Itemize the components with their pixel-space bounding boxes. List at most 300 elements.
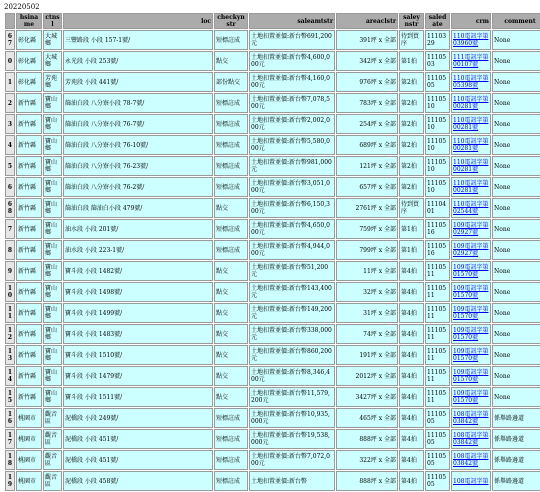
case-number-link[interactable]: 110電訊字第00281號	[453, 117, 489, 131]
row-index: 5	[5, 156, 15, 176]
comment-cell: 係舉路邊道	[492, 450, 540, 470]
row-index: 11	[5, 303, 15, 323]
sale-date-cell: 1110505	[425, 429, 450, 449]
location-cell: 芳苑段 小段 441號/	[63, 72, 213, 92]
case-number-cell	[451, 93, 491, 113]
sale-amount-cell: 土地扣置並價:新台幣8,346,400元	[249, 366, 335, 386]
sale-date-cell: 1110511	[425, 387, 450, 407]
location-cell: 油水段 小段 223-1號/	[63, 240, 213, 260]
district-cell: 大城鄉	[43, 30, 62, 50]
case-number-cell	[451, 303, 491, 323]
check-status-cell: 點交	[214, 261, 248, 281]
city-cell: 新竹縣	[16, 93, 42, 113]
sale-date-cell: 1110510	[425, 156, 450, 176]
table-row	[5, 72, 540, 92]
comment-cell: None	[492, 30, 540, 50]
case-number-cell	[451, 219, 491, 239]
location-cell: 寶斗段 小段 1510號/	[63, 345, 213, 365]
area-cell: 32坪 x 全部	[336, 282, 398, 302]
table-row	[5, 114, 540, 134]
case-number-cell	[451, 156, 491, 176]
table-row	[5, 51, 540, 71]
comment-cell: 係舉路邊道	[492, 429, 540, 449]
sale-date-cell: 1110505	[425, 72, 450, 92]
table-row	[5, 240, 540, 260]
col-header-saleynstr: saleynstr	[399, 13, 424, 29]
check-status-cell: 短標註成	[214, 30, 248, 50]
location-cell: 寶斗段 小段 1483號/	[63, 324, 213, 344]
table-row	[5, 366, 540, 386]
city-cell: 桃園市	[16, 450, 42, 470]
comment-cell: None	[492, 135, 540, 155]
sale-amount-cell: 土地扣置並價:新台幣143,400元	[249, 282, 335, 302]
city-cell: 新竹縣	[16, 366, 42, 386]
table-row	[5, 156, 540, 176]
table-row	[5, 450, 540, 470]
comment-cell: None	[492, 72, 540, 92]
case-number-link[interactable]: 108電訊字第03842號	[453, 453, 489, 467]
check-status-cell: 短標註成	[214, 177, 248, 197]
sale-round-cell: 第1拍	[399, 240, 424, 260]
city-cell: 新竹縣	[16, 114, 42, 134]
col-header-checkynstr: checkynstr	[214, 13, 248, 29]
city-cell: 新竹縣	[16, 282, 42, 302]
comment-cell: None	[492, 156, 540, 176]
table-row	[5, 198, 540, 218]
row-index: 9	[5, 261, 15, 281]
location-cell: 篩油白段 八分寮小段 76-10號/	[63, 135, 213, 155]
case-number-cell	[451, 282, 491, 302]
header-row	[5, 13, 540, 29]
sale-date-cell: 1110503	[425, 51, 450, 71]
col-header-hsiname: hsiname	[16, 13, 42, 29]
row-index: 67	[5, 30, 15, 50]
comment-cell: None	[492, 261, 540, 281]
table-row	[5, 471, 540, 491]
city-cell: 桃園市	[16, 471, 42, 491]
comment-cell: None	[492, 240, 540, 260]
area-cell: 2761坪 x 全部	[336, 198, 398, 218]
check-status-cell: 部份點交	[214, 72, 248, 92]
city-cell: 新竹縣	[16, 240, 42, 260]
location-cell: 寶斗段 小段 1511號/	[63, 387, 213, 407]
sale-round-cell: 第4拍	[399, 366, 424, 386]
district-cell: 觀音區	[43, 450, 62, 470]
sale-amount-cell: 土地扣置並價:新台幣2,002,000元	[249, 114, 335, 134]
location-cell: 篩油白段 八分寮小段 78-7號/	[63, 93, 213, 113]
sale-date-cell: 1110510	[425, 114, 450, 134]
case-number-cell	[451, 261, 491, 281]
check-status-cell: 短標註成	[214, 471, 248, 491]
area-cell: 465坪 x 全部	[336, 408, 398, 428]
sale-round-cell: 待到買序	[399, 198, 424, 218]
sale-round-cell: 第4拍	[399, 303, 424, 323]
city-cell: 新竹縣	[16, 135, 42, 155]
case-number-cell	[451, 387, 491, 407]
area-cell: 888坪 x 全部	[336, 429, 398, 449]
sale-date-cell: 1110511	[425, 261, 450, 281]
case-number-cell	[451, 72, 491, 92]
sale-amount-cell: 土地扣置並價:新台幣51,200元	[249, 261, 335, 281]
sale-amount-cell: 土地扣置並價:新台幣6,150,300元	[249, 198, 335, 218]
sale-round-cell: 第4拍	[399, 408, 424, 428]
comment-cell: None	[492, 51, 540, 71]
sale-amount-cell: 土地扣置並價:新台幣4,160,000元	[249, 72, 335, 92]
check-status-cell: 點交	[214, 324, 248, 344]
case-number-link[interactable]: 109電訊字第01570號	[453, 285, 489, 299]
sale-date-cell: 1110329	[425, 30, 450, 50]
area-cell: 689坪 x 全部	[336, 135, 398, 155]
sale-amount-cell: 土地扣置並價:新台幣338,000元	[249, 324, 335, 344]
sale-date-cell: 1110511	[425, 345, 450, 365]
table-row	[5, 30, 540, 50]
case-number-link[interactable]: 110電訊字第05398號	[453, 75, 489, 89]
col-header-ctnsl: ctnsl	[43, 13, 62, 29]
area-cell: 342坪 x 全部	[336, 51, 398, 71]
case-number-link[interactable]: 110電訊字第00281號	[453, 159, 489, 173]
sale-date-cell: 1110505	[425, 450, 450, 470]
row-index: 13	[5, 345, 15, 365]
sale-round-cell: 第1拍	[399, 219, 424, 239]
sale-round-cell: 第1拍	[399, 51, 424, 71]
sale-round-cell: 第4拍	[399, 471, 424, 491]
city-cell: 新竹縣	[16, 156, 42, 176]
area-cell: 191坪 x 全部	[336, 345, 398, 365]
sale-round-cell: 第2拍	[399, 114, 424, 134]
sale-date-cell: 1110510	[425, 135, 450, 155]
location-cell: 泥橋段 小段 451號/	[63, 429, 213, 449]
sale-amount-cell: 土地扣置並價:新台幣860,200元	[249, 345, 335, 365]
check-status-cell: 短標註成	[214, 93, 248, 113]
area-cell: 976坪 x 全部	[336, 72, 398, 92]
case-number-link[interactable]: 109電訊字第01570號	[453, 369, 489, 383]
check-status-cell: 點交	[214, 198, 248, 218]
check-status-cell: 點交	[214, 51, 248, 71]
district-cell: 寶山鄉	[43, 366, 62, 386]
table-row	[5, 261, 540, 281]
sale-amount-cell: 土地扣置並價:新台幣4,944,000元	[249, 240, 335, 260]
check-status-cell: 點交	[214, 345, 248, 365]
comment-cell: None	[492, 324, 540, 344]
sale-amount-cell: 土地扣置並價:新台幣4,600,000元	[249, 51, 335, 71]
city-cell: 桃園市	[16, 429, 42, 449]
case-number-link[interactable]: 110電訊字第02544號	[453, 201, 489, 215]
location-cell: 三豐路段 小段 157-1號/	[63, 30, 213, 50]
sale-round-cell: 第2拍	[399, 72, 424, 92]
city-cell: 彰化縣	[16, 30, 42, 50]
area-cell: 2012坪 x 全部	[336, 366, 398, 386]
location-cell: 油水段 小段 201號/	[63, 219, 213, 239]
case-number-cell	[451, 345, 491, 365]
sale-date-cell: 1110511	[425, 366, 450, 386]
comment-cell: None	[492, 93, 540, 113]
case-number-cell	[451, 324, 491, 344]
city-cell: 新竹縣	[16, 303, 42, 323]
table-body	[5, 30, 540, 491]
case-number-link[interactable]: 108電訊字第03842號	[453, 411, 489, 425]
sale-round-cell: 第4拍	[399, 324, 424, 344]
sale-amount-cell: 土地扣置並價:新台幣7,072,000元	[249, 450, 335, 470]
table-row	[5, 282, 540, 302]
sale-date-cell: 1110511	[425, 324, 450, 344]
check-status-cell: 點交	[214, 282, 248, 302]
district-cell: 寶山鄉	[43, 93, 62, 113]
sale-amount-cell: 土地扣置並價:新台幣19,538,000元	[249, 429, 335, 449]
sale-amount-cell: 土地扣置並價:新台幣981,000元	[249, 156, 335, 176]
table-row	[5, 177, 540, 197]
case-number-link[interactable]: 109電訊字第02927號	[453, 243, 489, 257]
case-number-cell	[451, 198, 491, 218]
city-cell: 新竹縣	[16, 345, 42, 365]
sale-amount-cell: 土地扣置並價:新台幣3,051,000元	[249, 177, 335, 197]
area-cell: 322坪 x 全部	[336, 450, 398, 470]
col-header-saledate: saledate	[425, 13, 450, 29]
row-index: 3	[5, 114, 15, 134]
comment-cell: None	[492, 303, 540, 323]
city-cell: 新竹縣	[16, 324, 42, 344]
case-number-link[interactable]: 109電訊字第01570號	[453, 327, 489, 341]
district-cell: 寶山鄉	[43, 156, 62, 176]
location-cell: 篩油白段 八分寮小段 76-23號/	[63, 156, 213, 176]
sale-date-cell: 1110516	[425, 240, 450, 260]
sale-round-cell: 第4拍	[399, 450, 424, 470]
case-number-cell	[451, 114, 491, 134]
sale-amount-cell: 土地扣置並價:新台幣7,078,500元	[249, 93, 335, 113]
row-index: 15	[5, 387, 15, 407]
row-index: 16	[5, 408, 15, 428]
table-row	[5, 135, 540, 155]
district-cell: 寶山鄉	[43, 282, 62, 302]
sale-amount-cell: 土地扣置並價:新台幣10,935,000元	[249, 408, 335, 428]
location-cell: 篩油白段 八分寮小段 76-7號/	[63, 114, 213, 134]
sale-date-cell: 1110510	[425, 93, 450, 113]
district-cell: 觀音區	[43, 408, 62, 428]
case-number-link[interactable]: 110電訊字第00281號	[453, 138, 489, 152]
area-cell: 783坪 x 全部	[336, 93, 398, 113]
row-index: 0	[5, 51, 15, 71]
district-cell: 寶山鄉	[43, 219, 62, 239]
area-cell: 3427坪 x 全部	[336, 387, 398, 407]
sale-round-cell: 第4拍	[399, 282, 424, 302]
check-status-cell: 點交	[214, 303, 248, 323]
row-index: 4	[5, 135, 15, 155]
area-cell: 391坪 x 全部	[336, 30, 398, 50]
sale-round-cell: 第4拍	[399, 429, 424, 449]
row-index: 19	[5, 471, 15, 491]
case-number-cell	[451, 429, 491, 449]
comment-cell: None	[492, 387, 540, 407]
city-cell: 新竹縣	[16, 387, 42, 407]
sale-date-cell: 1110401	[425, 198, 450, 218]
row-index: 12	[5, 324, 15, 344]
table-row	[5, 324, 540, 344]
sale-round-cell: 第4拍	[399, 345, 424, 365]
district-cell: 寶山鄉	[43, 345, 62, 365]
district-cell: 寶山鄉	[43, 240, 62, 260]
row-index: 68	[5, 198, 15, 218]
area-cell: 759坪 x 全部	[336, 219, 398, 239]
sale-date-cell: 1110511	[425, 282, 450, 302]
sale-amount-cell: 土地扣置並價:新台幣5,580,000元	[249, 135, 335, 155]
check-status-cell: 短標註成	[214, 408, 248, 428]
city-cell: 新竹縣	[16, 219, 42, 239]
district-cell: 寶山鄉	[43, 177, 62, 197]
location-cell: 寶斗段 小段 1479號/	[63, 366, 213, 386]
location-cell: 泥橋段 小段 249號/	[63, 408, 213, 428]
area-cell: 121坪 x 全部	[336, 156, 398, 176]
row-index: 1	[5, 72, 15, 92]
comment-cell: 係舉路邊道	[492, 408, 540, 428]
area-cell: 799坪 x 全部	[336, 240, 398, 260]
check-status-cell: 短標註成	[214, 219, 248, 239]
col-header-areaclstr: areaclstr	[336, 13, 398, 29]
city-cell: 彰化縣	[16, 51, 42, 71]
location-cell: 永光段 小段 253號/	[63, 51, 213, 71]
sale-date-cell: 1110516	[425, 219, 450, 239]
check-status-cell: 短標註成	[214, 114, 248, 134]
area-cell: 74坪 x 全部	[336, 324, 398, 344]
comment-cell: None	[492, 345, 540, 365]
comment-cell: None	[492, 177, 540, 197]
city-cell: 新竹縣	[16, 177, 42, 197]
area-cell: 888坪 x 全部	[336, 471, 398, 491]
location-cell: 泥橋段 小段 458號/	[63, 471, 213, 491]
case-number-cell	[451, 408, 491, 428]
sale-round-cell: 第2拍	[399, 156, 424, 176]
sale-date-cell: 1110510	[425, 177, 450, 197]
area-cell: 254坪 x 全部	[336, 114, 398, 134]
location-cell: 寶斗段 小段 1482號/	[63, 261, 213, 281]
comment-cell: None	[492, 219, 540, 239]
row-index: 2	[5, 93, 15, 113]
area-cell: 11坪 x 全部	[336, 261, 398, 281]
case-number-link[interactable]: 111電訊字第00107號	[453, 54, 489, 68]
sale-amount-cell: 土地扣置並價:新台幣11,579,200元	[249, 387, 335, 407]
sale-date-cell: 1110505	[425, 471, 450, 491]
case-number-link[interactable]: 109電訊字第01570號	[453, 390, 489, 404]
case-number-cell	[451, 30, 491, 50]
district-cell: 大城鄉	[43, 51, 62, 71]
check-status-cell: 短標註成	[214, 240, 248, 260]
location-cell: 寶斗段 小段 1498號/	[63, 282, 213, 302]
row-index: 14	[5, 366, 15, 386]
check-status-cell: 點交	[214, 387, 248, 407]
table-row	[5, 387, 540, 407]
case-number-cell	[451, 366, 491, 386]
case-number-link[interactable]: 108電訊字第03842號	[453, 432, 489, 446]
col-header-loc: loc	[63, 13, 213, 29]
sale-amount-cell: 土地扣置並價:新台幣149,200元	[249, 303, 335, 323]
row-index: 6	[5, 177, 15, 197]
location-cell: 寶斗段 小段 1499號/	[63, 303, 213, 323]
sale-date-cell: 1110505	[425, 408, 450, 428]
auction-table	[4, 12, 540, 492]
district-cell: 寶山鄉	[43, 303, 62, 323]
check-status-cell: 短標註成	[214, 156, 248, 176]
district-cell: 寶山鄉	[43, 324, 62, 344]
row-index: 17	[5, 429, 15, 449]
table-row	[5, 429, 540, 449]
sale-date-cell: 1110511	[425, 303, 450, 323]
table-row	[5, 345, 540, 365]
comment-cell: None	[492, 282, 540, 302]
case-number-cell	[451, 471, 491, 491]
city-cell: 新竹縣	[16, 198, 42, 218]
sale-round-cell: 第2拍	[399, 177, 424, 197]
comment-cell: None	[492, 114, 540, 134]
table-row	[5, 303, 540, 323]
sale-round-cell: 第4拍	[399, 261, 424, 281]
row-index: 18	[5, 450, 15, 470]
case-number-link[interactable]: 110電訊字第03960號	[453, 33, 489, 47]
sale-round-cell: 第2拍	[399, 93, 424, 113]
district-cell: 寶山鄉	[43, 198, 62, 218]
area-cell: 657坪 x 全部	[336, 177, 398, 197]
sale-round-cell: 第4拍	[399, 387, 424, 407]
sale-amount-cell: 土地扣置並價:新台幣4,650,000元	[249, 219, 335, 239]
case-number-link[interactable]: 110電訊字第00281號	[453, 180, 489, 194]
col-header-crm: crm	[451, 13, 491, 29]
report-date: 20220502	[4, 3, 40, 11]
district-cell: 觀音區	[43, 429, 62, 449]
district-cell: 觀音區	[43, 471, 62, 491]
location-cell: 篩油白段 八分寮小段 76-2號/	[63, 177, 213, 197]
comment-cell: None	[492, 366, 540, 386]
case-number-cell	[451, 51, 491, 71]
row-index: 10	[5, 282, 15, 302]
area-cell: 31坪 x 全部	[336, 303, 398, 323]
case-number-link[interactable]: 109電訊字第01570號	[453, 306, 489, 320]
table-row	[5, 93, 540, 113]
col-header-saleamtstr: saleamtstr	[249, 13, 335, 29]
location-cell: 篩油白段 篩油白小段 479號/	[63, 198, 213, 218]
district-cell: 寶山鄉	[43, 135, 62, 155]
col-header-index	[5, 13, 15, 29]
sale-amount-cell: 土地扣置並價:新台幣691,200元	[249, 30, 335, 50]
comment-cell: None	[492, 198, 540, 218]
case-number-cell	[451, 450, 491, 470]
check-status-cell: 點交	[214, 366, 248, 386]
comment-cell: 係舉路邊道	[492, 471, 540, 491]
sale-amount-cell: 土地扣置並價:新台幣	[249, 471, 335, 491]
case-number-link[interactable]: 109電訊字第01570號	[453, 264, 489, 278]
case-number-link[interactable]: 108電訊字第	[453, 477, 489, 485]
district-cell: 寶山鄉	[43, 114, 62, 134]
city-cell: 新竹縣	[16, 261, 42, 281]
case-number-cell	[451, 135, 491, 155]
check-status-cell: 短標註成	[214, 450, 248, 470]
city-cell: 桃園市	[16, 408, 42, 428]
case-number-cell	[451, 177, 491, 197]
sale-round-cell: 待到買序	[399, 30, 424, 50]
col-header-comment: comment	[492, 13, 540, 29]
district-cell: 寶山鄉	[43, 387, 62, 407]
case-number-link[interactable]: 109電訊字第01570號	[453, 348, 489, 362]
city-cell: 彰化縣	[16, 72, 42, 92]
district-cell: 寶山鄉	[43, 261, 62, 281]
case-number-link[interactable]: 110電訊字第00281號	[453, 96, 489, 110]
table-row	[5, 408, 540, 428]
district-cell: 芳苑鄉	[43, 72, 62, 92]
row-index: 7	[5, 219, 15, 239]
table-row	[5, 219, 540, 239]
case-number-cell	[451, 240, 491, 260]
row-index: 8	[5, 240, 15, 260]
sale-round-cell: 第2拍	[399, 135, 424, 155]
case-number-link[interactable]: 109電訊字第02927號	[453, 222, 489, 236]
check-status-cell: 短標註成	[214, 135, 248, 155]
location-cell: 泥橋段 小段 451號/	[63, 450, 213, 470]
